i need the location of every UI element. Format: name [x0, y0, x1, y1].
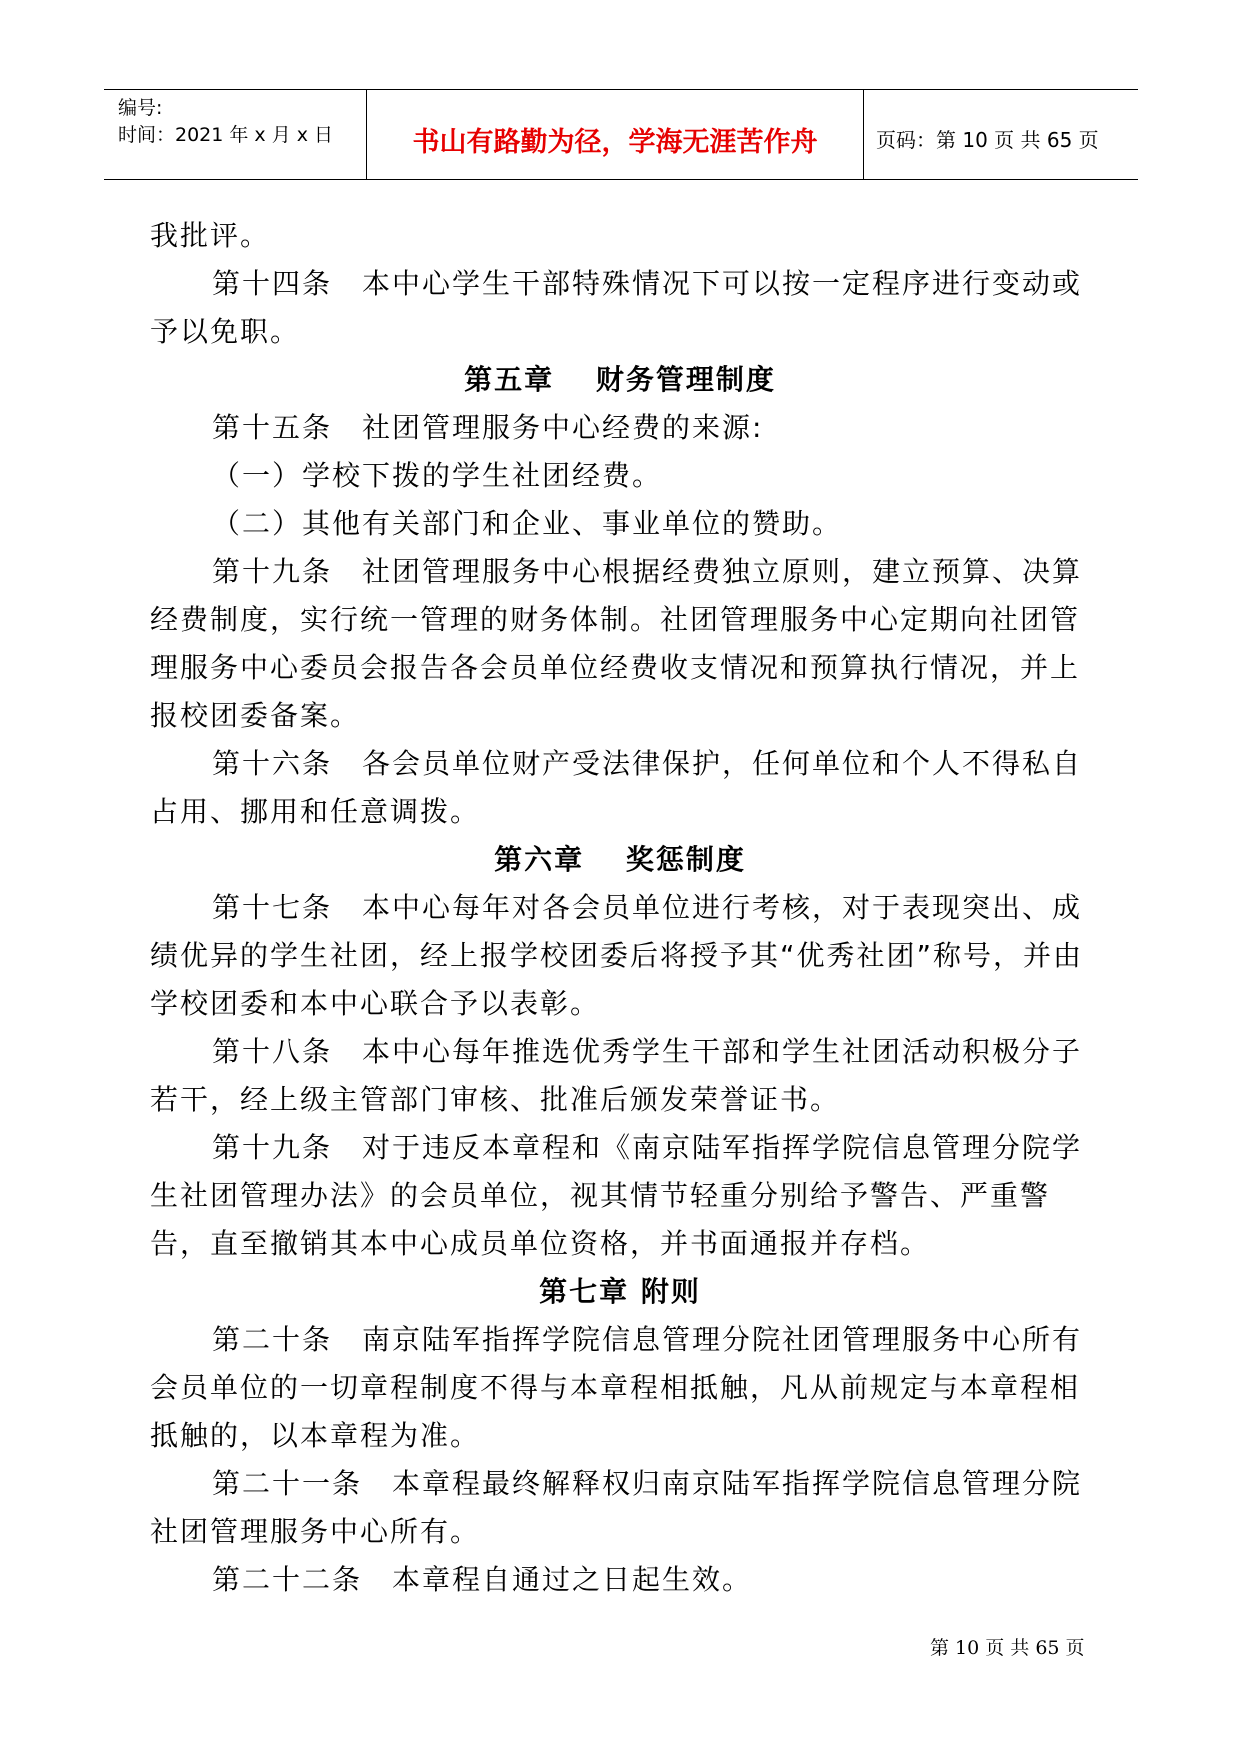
article-18: 第十八条 本中心每年推选优秀学生干部和学生社团活动积极分子若干，经上级主管部门审核、批准后颁发荣誉证书。 — [150, 1035, 1083, 1116]
list-item: （一）学校下拨的学生社团经费。 — [212, 459, 663, 492]
header-page-info: 页码：第 10 页 共 65 页 — [876, 128, 1099, 152]
article-20: 第二十条 南京陆军指挥学院信息管理分院社团管理服务中心所有会员单位的一切章程制度不得与本章程相抵触，凡从前规定与本章程相抵触的，以本章程为准。 — [150, 1323, 1083, 1452]
article-15: 第十五条 社团管理服务中心经费的来源: — [212, 411, 764, 444]
article-16: 第十六条 各会员单位财产受法律保护，任何单位和个人不得私自占用、挪用和任意调拨。 — [150, 747, 1083, 828]
article-17: 第十七条 本中心每年对各会员单位进行考核，对于表现突出、成绩优异的学生社团，经上报学校团委后将授予其“优秀社团”称号，并由学校团委和本中心联合予以表彰。 — [150, 891, 1084, 1020]
chapter-7-heading: 第七章 附则 — [539, 1275, 701, 1308]
article-19-finance: 第十九条 社团管理服务中心根据经费独立原则，建立预算、决算经费制度，实行统一管理的财务体制。社团管理服务中心定期向社团管理服务中心委员会报告各会员单位经费收支情况和预算执行情况，并上报校团委备案。 — [150, 555, 1083, 732]
chapter-5-heading: 第五章 财务管理制度 — [464, 363, 776, 396]
document-number-label: 编号: — [118, 97, 163, 119]
header-meta-cell — [104, 90, 367, 179]
list-item: （二）其他有关部门和企业、事业单位的赞助。 — [212, 507, 843, 540]
header-motto: 书山有路勤为径，学海无涯苦作舟 — [412, 127, 818, 158]
chapter-6-heading: 第六章 奖惩制度 — [494, 843, 746, 876]
page-header — [104, 89, 1138, 180]
header-motto-cell — [367, 90, 864, 179]
page-footer: 第 10 页 共 65 页 — [930, 1637, 1085, 1659]
paragraph: 我批评。 — [150, 219, 271, 252]
document-time-label: 时间：2021 年 x 月 x 日 — [118, 124, 334, 146]
document-body — [150, 212, 1090, 1604]
article-19-penalty: 第十九条 对于违反本章程和《南京陆军指挥学院信息管理分院学生社团管理办法》的会员单位，视其情节轻重分别给予警告、严重警告，直至撤销其本中心成员单位资格，并书面通报并存档。 — [150, 1131, 1083, 1260]
article-21: 第二十一条 本章程最终解释权归南京陆军指挥学院信息管理分院社团管理服务中心所有。 — [150, 1467, 1083, 1548]
article-14: 第十四条 本中心学生干部特殊情况下可以按一定程序进行变动或予以免职。 — [150, 267, 1083, 348]
header-page-cell — [864, 90, 1138, 179]
article-22: 第二十二条 本章程自通过之日起生效。 — [212, 1563, 753, 1596]
